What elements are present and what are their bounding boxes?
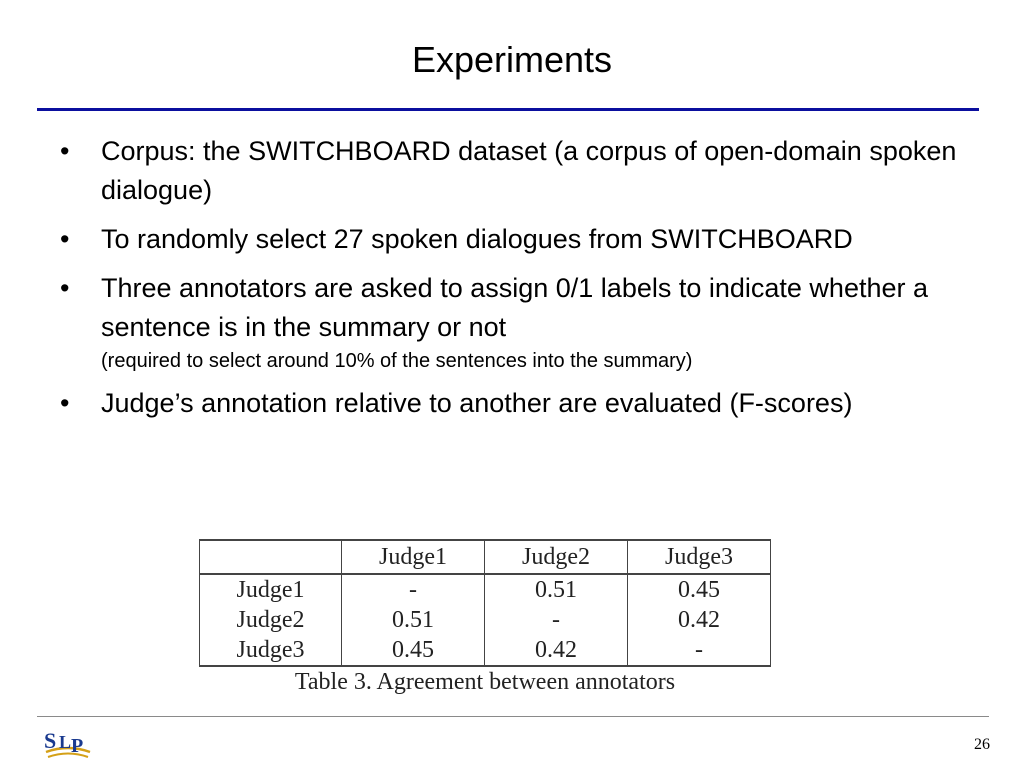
bullet-marker: • [60, 136, 70, 166]
table-header-cell [200, 540, 342, 574]
table-cell: 0.51 [342, 605, 485, 635]
table-header-cell: Judge3 [628, 540, 771, 574]
table-row-label: Judge3 [200, 635, 342, 666]
table-row-label: Judge1 [200, 574, 342, 605]
bullet-text: Three annotators are asked to assign 0/1 labels to indicate whether a sentence is in the summary or not [101, 273, 929, 342]
table-row [200, 605, 771, 635]
svg-text:L: L [59, 732, 72, 752]
table-cell: 0.42 [628, 605, 771, 635]
bullet-marker: • [60, 273, 70, 303]
table-cell: 0.51 [485, 574, 628, 605]
bullet-text: Judge’s annotation relative to another are evaluated (F-scores) [101, 388, 853, 418]
slp-logo [42, 722, 94, 762]
bullet-marker: • [60, 388, 70, 418]
table-header-cell: Judge1 [342, 540, 485, 574]
agreement-table [199, 539, 771, 667]
table-row-label: Judge2 [200, 605, 342, 635]
footer-divider [37, 716, 989, 717]
table-cell: - [628, 635, 771, 666]
bullet-text: Corpus: the SWITCHBOARD dataset (a corpus of open-domain spoken dialogue) [101, 136, 957, 205]
slp-logo-icon [42, 722, 94, 762]
bullet-subnote: (required to select around 10% of the sentences into the summary) [101, 350, 693, 372]
table-header-row [200, 540, 771, 574]
bullet-item [60, 220, 960, 259]
table-caption: Table 3. Agreement between annotators [294, 669, 676, 695]
bullet-marker: • [60, 224, 70, 254]
bullet-item [60, 269, 960, 374]
table-cell: - [485, 605, 628, 635]
table-cell: - [342, 574, 485, 605]
table-cell: 0.42 [485, 635, 628, 666]
title-divider [37, 108, 979, 111]
table-cell: 0.45 [628, 574, 771, 605]
bullet-item [60, 132, 960, 210]
table-row [200, 635, 771, 666]
table-header-cell: Judge2 [485, 540, 628, 574]
bullet-item [60, 384, 960, 423]
svg-text:S: S [44, 728, 57, 753]
slide-title: Experiments [411, 39, 613, 80]
agreement-table-figure [199, 539, 773, 696]
table-row [200, 574, 771, 605]
bullet-text: To randomly select 27 spoken dialogues from SWITCHBOARD [101, 224, 853, 254]
bullet-list [60, 132, 960, 433]
svg-text:P: P [71, 735, 84, 757]
table-cell: 0.45 [342, 635, 485, 666]
page-number: 26 [974, 736, 990, 753]
